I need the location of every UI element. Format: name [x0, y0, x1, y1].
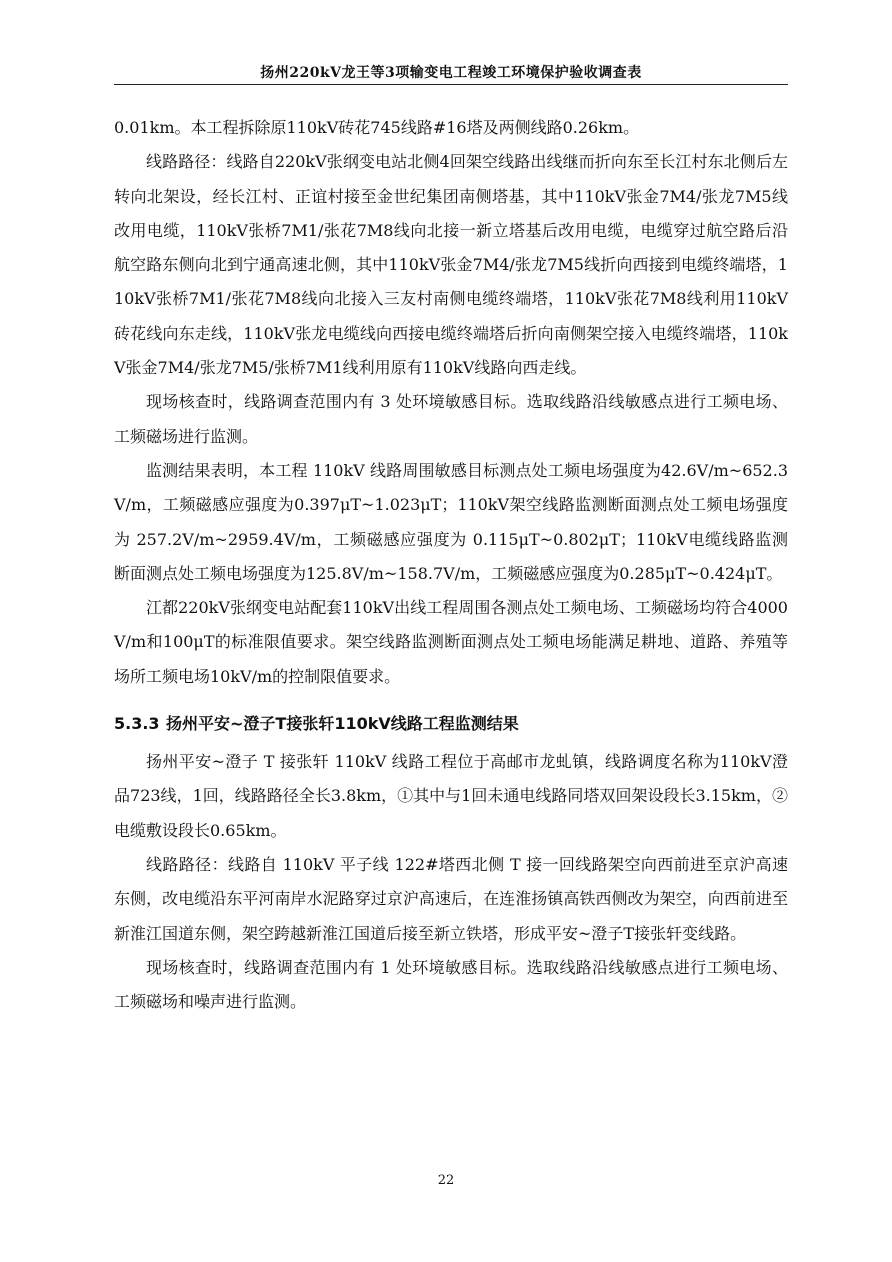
paragraph-line-route-2: 线路路径：线路自 110kV 平子线 122#塔西北侧 T 接一回线路架空向西前进至京沪高速东侧，改电缆沿东平河南岸水泥路穿过京沪高速后，在连淮扬镇高铁西侧改为架空，向西前进至新淮江国道东侧，架空跨越新淮江国道后接至新立铁塔，形成平安~澄子T接张轩变线路。 [114, 854, 788, 943]
section-heading [114, 709, 788, 739]
section-number: 5.3.3 [114, 714, 160, 734]
paragraph-project-overview: 扬州平安~澄子 T 接张轩 110kV 线路工程位于高邮市龙虬镇，线路调度名称为110kV澄品723线，1回，线路路径全长3.8km，①其中与1回未通电线路同塔双回架设段长3.15km，②电缆敷设段长0.65km。 [114, 752, 788, 840]
paragraph-compliance: 江都220kV张纲变电站配套110kV出线工程周围各测点处工频电场、工频磁场均符合4000V/m和100μT的标准限值要求。架空线路监测断面测点处工频电场能满足耕地、道路、养殖等场所工频电场10kV/m的控制限值要求。 [114, 598, 788, 686]
page-number: 22 [437, 1173, 455, 1188]
running-header: 扬州220kV龙王等3项输变电工程竣工环境保护验收调查表 [260, 65, 642, 81]
header-divider [114, 84, 788, 85]
paragraph-site-check-2: 现场核查时，线路调查范围内有 1 处环境敏感目标。选取线路沿线敏感点进行工频电场、工频磁场和噪声进行监测。 [114, 957, 788, 1012]
paragraph-site-check: 现场核查时，线路调查范围内有 3 处环境敏感目标。选取线路沿线敏感点进行工频电场、工频磁场进行监测。 [114, 392, 788, 446]
paragraph-line-route: 线路路径：线路自220kV张纲变电站北侧4回架空线路出线继而折向东至长江村东北侧后左转向北架设，经长江村、正谊村接至金世纪集团南侧塔基，其中110kV张金7M4/张龙7M5线改用电缆，110kV张桥7M1/张花7M8线向北接一新立塔基后改用电缆，电缆穿过航空路后沿航空路东侧向北到宁通高速北侧，其中110kV张金7M4/张龙7M5线折向西接到电缆终端塔，110kV张桥7M1/张花7M8线向北接入三友村南侧电缆终端塔，110kV张花7M8线利用110kV砖花线向东走线，110kV张龙电缆线向西接电缆终端塔后折向南侧架空接入电缆终端塔，110kV张金7M4/张龙7M5/张桥7M1线利用原有110kV线路向西走线。 [114, 152, 788, 378]
paragraph-continuation: 0.01km。本工程拆除原110kV砖花745线路#16塔及两侧线路0.26km。 [114, 118, 640, 137]
paragraph-monitoring-results: 监测结果表明，本工程 110kV 线路周围敏感目标测点处工频电场强度为42.6V/m~652.3V/m，工频磁感应强度为0.397μT~1.023μT；110kV架空线路监测断面测点处工频电场强度为 257.2V/m~2959.4V/m，工频磁感应强度为 0.115μT~0.802μT；110kV电缆线路监测断面测点处工频电场强度为125.8V/m~158.7V/m，工频磁感应强度为0.285μT~0.424μT。 [114, 460, 788, 583]
section-title: 扬州平安~澄子T接张轩110kV线路工程监测结果 [166, 714, 519, 734]
page-body [114, 111, 788, 1019]
